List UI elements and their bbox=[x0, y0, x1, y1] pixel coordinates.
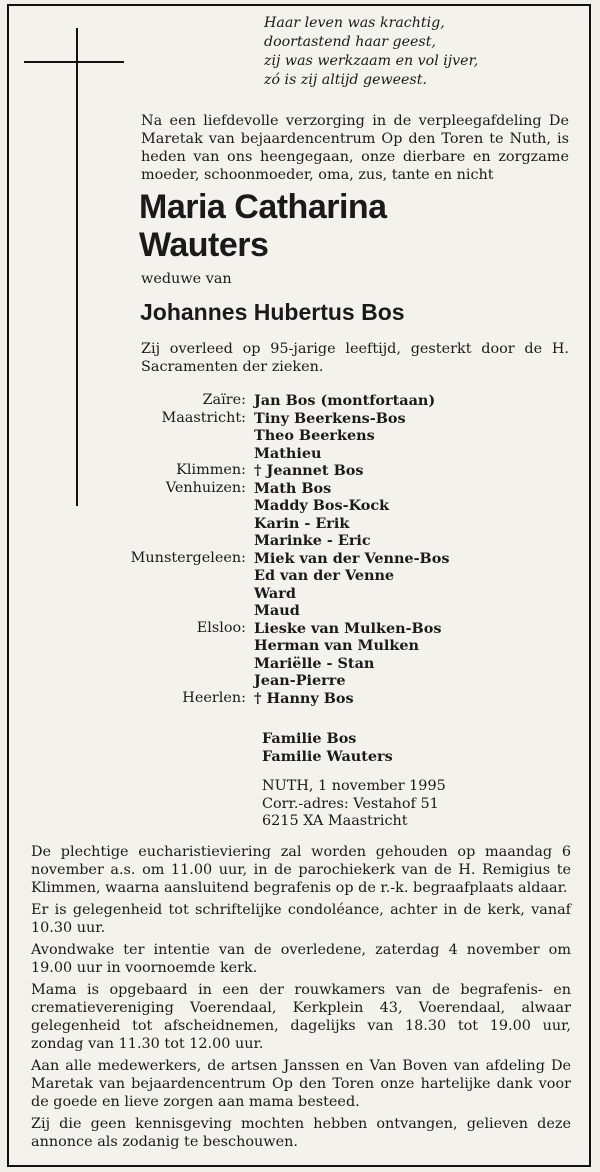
poem bbox=[264, 14, 584, 90]
relative-name: Theo Beerkens bbox=[254, 427, 375, 444]
relative-names bbox=[254, 690, 354, 708]
relative-name: Karin - Erik bbox=[254, 514, 350, 532]
relative-name: Maddy Bos-Kock bbox=[254, 497, 390, 514]
died-text: Zij overleed op 95-jarige leeftijd, gesterkt door de H. Sacramenten der zieken. bbox=[141, 341, 569, 375]
relative-name: † Jeannet Bos bbox=[254, 462, 364, 479]
relative-name: Miek van der Venne-Bos bbox=[254, 549, 450, 567]
relative-place: Klimmen: bbox=[176, 462, 246, 478]
relative-names bbox=[254, 392, 435, 410]
address-line: NUTH, 1 november 1995 bbox=[262, 778, 446, 794]
cross-icon bbox=[76, 28, 78, 506]
relative-name: Tiny Beerkens-Bos bbox=[254, 409, 406, 427]
widow-label: weduwe van bbox=[141, 271, 232, 287]
relative-name: Mathieu bbox=[254, 444, 322, 462]
relative-name: Maud bbox=[254, 602, 300, 619]
family-name: Familie Wauters bbox=[262, 747, 393, 765]
relative-names bbox=[254, 550, 449, 620]
address-block bbox=[262, 778, 446, 831]
details-paragraph: Aan alle medewerkers, de artsen Janssen en Van Boven van afdeling De Maretak van bejaardencentrum Op den Toren onze hartelijke dank voor de goede en lieve zorgen aan mama besteed. bbox=[31, 1058, 571, 1110]
poem-line: doortastend haar geest, bbox=[264, 34, 436, 50]
relative-name: Ward bbox=[254, 584, 296, 602]
relative-name: Jan Bos (montfortaan) bbox=[254, 392, 436, 409]
relative-name: Jean-Pierre bbox=[254, 672, 346, 689]
address-line: 6215 XA Maastricht bbox=[262, 813, 408, 829]
relative-place: Venhuizen: bbox=[165, 479, 246, 496]
relative-names bbox=[254, 480, 389, 550]
poem-line: zó is zij altijd geweest. bbox=[264, 72, 427, 88]
deceased-name bbox=[139, 188, 579, 264]
relative-group bbox=[130, 410, 590, 463]
family-name: Familie Bos bbox=[262, 730, 357, 747]
relative-group bbox=[130, 690, 590, 708]
details-paragraph: De plechtige eucharistieviering zal worden gehouden op maandag 6 november a.s. om 11.00 uur, in de parochiekerk van de H. Remigius te Klimmen, waarna aansluitend begrafenis op de r.-k. begraafplaats aldaar. bbox=[31, 844, 571, 896]
families bbox=[262, 730, 393, 765]
relative-name: † Hanny Bos bbox=[254, 689, 354, 707]
relative-name: Lieske van Mulken-Bos bbox=[254, 619, 442, 637]
relative-names bbox=[254, 462, 363, 480]
relative-group bbox=[130, 550, 590, 620]
funeral-details bbox=[31, 843, 571, 1155]
details-paragraph: Er is gelegenheid tot schriftelijke condoléance, achter in de kerk, vanaf 10.30 uur. bbox=[31, 902, 571, 936]
relative-group bbox=[130, 462, 590, 480]
relative-group bbox=[130, 392, 590, 410]
deceased-name-line: Maria Catharina bbox=[139, 188, 387, 226]
relative-place: Elsloo: bbox=[196, 619, 246, 636]
details-paragraph: Zij die geen kennisgeving mochten hebben ontvangen, gelieven deze annonce als zodanig te beschouwen. bbox=[31, 1116, 571, 1150]
poem-line: Haar leven was krachtig, bbox=[264, 15, 445, 31]
relative-group bbox=[130, 480, 590, 550]
relative-name: Ed van der Venne bbox=[254, 567, 395, 584]
poem-line: zij was werkzaam en vol ijver, bbox=[264, 53, 479, 69]
relative-name: Math Bos bbox=[254, 479, 332, 497]
relative-place: Heerlen: bbox=[182, 689, 246, 706]
relative-group bbox=[130, 620, 590, 690]
cross-icon-bar bbox=[24, 61, 124, 63]
relative-name: Marinke - Eric bbox=[254, 532, 371, 549]
relative-place: Maastricht: bbox=[161, 409, 246, 426]
relative-name: Mariëlle - Stan bbox=[254, 654, 375, 672]
deceased-name-line: Wauters bbox=[139, 226, 269, 264]
husband-name: Johannes Hubertus Bos bbox=[140, 299, 405, 325]
intro-text: Na een liefdevolle verzorging in de verpleegafdeling De Maretak van bejaardencentrum Op den Toren te Nuth, is heden van ons heengegaan, onze dierbare en zorgzame moeder, schoonmoeder, oma, zus, tante en nicht bbox=[141, 113, 569, 183]
relative-names bbox=[254, 620, 441, 690]
details-paragraph: Mama is opgebaard in een der rouwkamers van de begrafenis- en crematievereniging Voerendaal, Kerkplein 43, Voerendaal, alwaar gelegenheid tot afscheidnemen, dagelijks van 18.30 tot 19.00 uur, zondag van 11.30 tot 12.00 uur. bbox=[31, 982, 571, 1052]
relative-name: Herman van Mulken bbox=[254, 637, 419, 654]
details-paragraph: Avondwake ter intentie van de overledene, zaterdag 4 november om 19.00 uur in voornoemde kerk. bbox=[31, 942, 571, 976]
address-line: Corr.-adres: Vestahof 51 bbox=[262, 795, 439, 812]
relative-place: Zaïre: bbox=[202, 392, 246, 408]
relative-names bbox=[254, 410, 406, 463]
relatives-list bbox=[130, 392, 590, 707]
relative-place: Munstergeleen: bbox=[130, 549, 246, 566]
